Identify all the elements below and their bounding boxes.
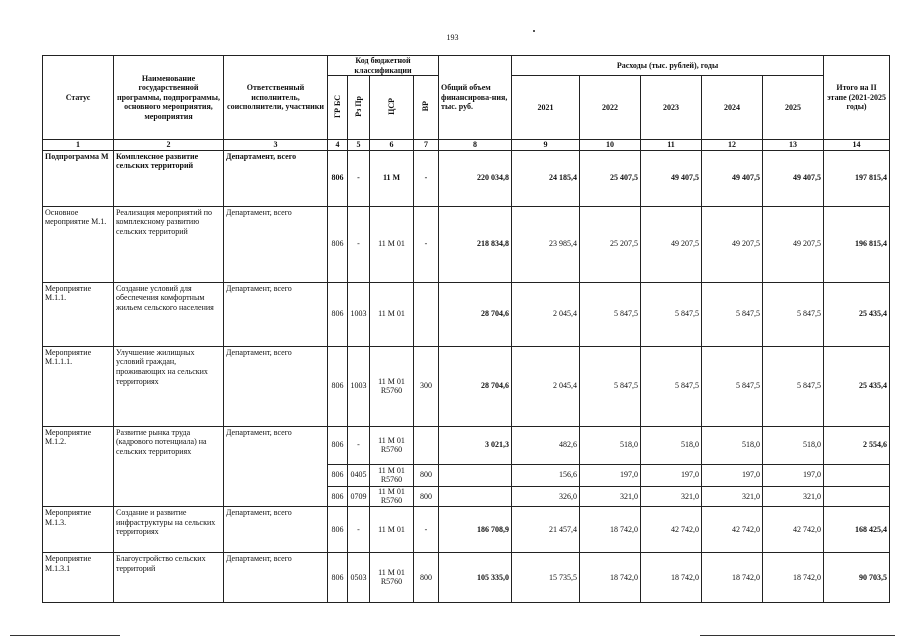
cell-2022: 5 847,5: [580, 346, 641, 426]
cell-2024: 518,0: [702, 426, 763, 464]
column-index: 14: [824, 140, 890, 151]
cell-total: 218 834,8: [439, 206, 512, 282]
cell-stage-total: 2 554,6: [824, 426, 890, 464]
cell-2025: 5 847,5: [763, 346, 824, 426]
cell-csr: 11 М 01 R5760: [370, 552, 414, 602]
row-name: Реализация мероприятий по комплексному развитию сельских территорий: [114, 206, 224, 282]
header-grbs-label: ГР БС: [332, 94, 342, 118]
column-index: 9: [512, 140, 580, 151]
header-year-2022: 2022: [580, 76, 641, 140]
cell-2025: 197,0: [763, 464, 824, 486]
column-index: 4: [328, 140, 348, 151]
cell-vr: 800: [414, 464, 439, 486]
cell-2023: 321,0: [641, 486, 702, 506]
cell-total: [439, 464, 512, 486]
cell-vr: -: [414, 506, 439, 552]
header-total-volume: Общий объем финансирова-ния, тыс. руб.: [439, 56, 512, 140]
cell-2024: 197,0: [702, 464, 763, 486]
cell-2021: 23 985,4: [512, 206, 580, 282]
cell-2024: 18 742,0: [702, 552, 763, 602]
cell-2022: 25 407,5: [580, 150, 641, 206]
budget-table: [42, 55, 890, 603]
row-status: Мероприятие М.1.3.: [43, 506, 114, 552]
row-status: Мероприятие М.1.3.1: [43, 552, 114, 602]
column-index: 3: [224, 140, 328, 151]
cell-2025: 5 847,5: [763, 282, 824, 346]
cell-vr: -: [414, 150, 439, 206]
cell-stage-total: 90 703,5: [824, 552, 890, 602]
cell-2023: 5 847,5: [641, 346, 702, 426]
table-row: [43, 206, 890, 282]
cell-2023: 18 742,0: [641, 552, 702, 602]
column-index: 2: [114, 140, 224, 151]
cell-2021: 24 185,4: [512, 150, 580, 206]
table-row: [43, 506, 890, 552]
row-name: Улучшение жилищных условий граждан, проживающих на сельских территориях: [114, 346, 224, 426]
header-grbs: [328, 76, 348, 140]
header-year-2023: 2023: [641, 76, 702, 140]
cell-stage-total: 25 435,4: [824, 346, 890, 426]
cell-grbs: 806: [328, 506, 348, 552]
cell-2021: 15 735,5: [512, 552, 580, 602]
cell-csr: 11 М 01 R5760: [370, 426, 414, 464]
cell-2023: 5 847,5: [641, 282, 702, 346]
cell-rzpr: -: [348, 426, 370, 464]
header-responsible: Ответственный исполнитель, соисполнители, участники: [224, 56, 328, 140]
cell-grbs: 806: [328, 426, 348, 464]
cell-grbs: 806: [328, 346, 348, 426]
column-index: 10: [580, 140, 641, 151]
cell-2024: 49 207,5: [702, 206, 763, 282]
cell-2025: 42 742,0: [763, 506, 824, 552]
cell-2024: 49 407,5: [702, 150, 763, 206]
cell-stage-total: 25 435,4: [824, 282, 890, 346]
cell-total: 28 704,6: [439, 282, 512, 346]
column-index: 5: [348, 140, 370, 151]
cell-2024: 5 847,5: [702, 346, 763, 426]
cell-2022: 197,0: [580, 464, 641, 486]
cell-rzpr: -: [348, 506, 370, 552]
row-status: Мероприятие М.1.2.: [43, 426, 114, 506]
cell-2021: 2 045,4: [512, 282, 580, 346]
row-status: Подпрограмма М: [43, 150, 114, 206]
cell-2025: 18 742,0: [763, 552, 824, 602]
cell-2024: 5 847,5: [702, 282, 763, 346]
cell-stage-total: 196 815,4: [824, 206, 890, 282]
cell-2023: 49 407,5: [641, 150, 702, 206]
row-status: Мероприятие М.1.1.1.: [43, 346, 114, 426]
cell-2025: 321,0: [763, 486, 824, 506]
header-name: Наименование государственной программы, подпрограммы, основного мероприятия, мероприятия: [114, 56, 224, 140]
cell-csr: 11 М 01 R5760: [370, 486, 414, 506]
row-name: Создание и развитие инфраструктуры на сельских территориях: [114, 506, 224, 552]
cell-2025: 49 207,5: [763, 206, 824, 282]
cell-rzpr: 0709: [348, 486, 370, 506]
scan-edge-line: [700, 635, 895, 636]
cell-stage-total: 197 815,4: [824, 150, 890, 206]
scan-edge-line: [10, 635, 120, 636]
cell-vr: [414, 282, 439, 346]
table-row: [43, 150, 890, 206]
header-rzpr-label: Рз Пр: [353, 96, 363, 117]
cell-2022: 25 207,5: [580, 206, 641, 282]
header-csr: [370, 76, 414, 140]
row-responsible: Департамент, всего: [224, 282, 328, 346]
table-row: [43, 426, 890, 464]
cell-total: 3 021,3: [439, 426, 512, 464]
cell-2023: 197,0: [641, 464, 702, 486]
row-name: Создание условий для обеспечения комфортным жильем сельского населения: [114, 282, 224, 346]
row-responsible: Департамент, всего: [224, 506, 328, 552]
header-vr: [414, 76, 439, 140]
column-index: 12: [702, 140, 763, 151]
cell-csr: 11 М 01 R5760: [370, 346, 414, 426]
column-index: 11: [641, 140, 702, 151]
header-vr-label: ВР: [421, 101, 431, 112]
row-name: Развитие рынка труда (кадрового потенциала) на сельских территориях: [114, 426, 224, 506]
header-status: Статус: [43, 56, 114, 140]
cell-2024: 42 742,0: [702, 506, 763, 552]
cell-vr: -: [414, 206, 439, 282]
cell-rzpr: 1003: [348, 282, 370, 346]
cell-rzpr: -: [348, 150, 370, 206]
cell-2022: 18 742,0: [580, 552, 641, 602]
row-responsible: Департамент, всего: [224, 346, 328, 426]
cell-2021: 326,0: [512, 486, 580, 506]
cell-2021: 21 457,4: [512, 506, 580, 552]
row-status: Мероприятие М.1.1.: [43, 282, 114, 346]
cell-2022: 18 742,0: [580, 506, 641, 552]
header-csr-label: ЦСР: [386, 97, 396, 115]
column-index: 13: [763, 140, 824, 151]
cell-2022: 5 847,5: [580, 282, 641, 346]
cell-2023: 518,0: [641, 426, 702, 464]
table-row: [43, 282, 890, 346]
table-row: [43, 346, 890, 426]
cell-2025: 49 407,5: [763, 150, 824, 206]
cell-grbs: 806: [328, 464, 348, 486]
cell-csr: 11 М 01: [370, 506, 414, 552]
row-responsible: Департамент, всего: [224, 426, 328, 506]
cell-2023: 49 207,5: [641, 206, 702, 282]
cell-2022: 321,0: [580, 486, 641, 506]
cell-total: 105 335,0: [439, 552, 512, 602]
cell-grbs: 806: [328, 282, 348, 346]
column-index: 7: [414, 140, 439, 151]
header-year-2025: 2025: [763, 76, 824, 140]
cell-total: 186 708,9: [439, 506, 512, 552]
cell-grbs: 806: [328, 206, 348, 282]
cell-2025: 518,0: [763, 426, 824, 464]
cell-stage-total: [824, 464, 890, 486]
header-stage-total: Итого на II этапе (2021-2025 годы): [824, 56, 890, 140]
cell-stage-total: [824, 486, 890, 506]
cell-csr: 11 М 01: [370, 282, 414, 346]
cell-2021: 2 045,4: [512, 346, 580, 426]
cell-stage-total: 168 425,4: [824, 506, 890, 552]
cell-2024: 321,0: [702, 486, 763, 506]
row-name: Комплексное развитие сельских территорий: [114, 150, 224, 206]
cell-rzpr: -: [348, 206, 370, 282]
row-name: Благоустройство сельских территорий: [114, 552, 224, 602]
cell-total: 28 704,6: [439, 346, 512, 426]
cell-2022: 518,0: [580, 426, 641, 464]
cell-2021: 482,6: [512, 426, 580, 464]
cell-rzpr: 1003: [348, 346, 370, 426]
page-number: 193: [446, 33, 459, 42]
header-expenses: Расходы (тыс. рублей), годы: [512, 56, 824, 76]
cell-grbs: 806: [328, 486, 348, 506]
cell-csr: 11 М 01: [370, 206, 414, 282]
cell-vr: [414, 426, 439, 464]
column-index: 1: [43, 140, 114, 151]
cell-vr: 800: [414, 486, 439, 506]
cell-csr: 11 М 01 R5760: [370, 464, 414, 486]
column-index: 6: [370, 140, 414, 151]
scan-dot: [533, 30, 535, 32]
cell-vr: 800: [414, 552, 439, 602]
cell-grbs: 806: [328, 150, 348, 206]
row-responsible: Департамент, всего: [224, 552, 328, 602]
cell-2021: 156,6: [512, 464, 580, 486]
cell-total: [439, 486, 512, 506]
cell-grbs: 806: [328, 552, 348, 602]
row-status: Основное мероприятие М.1.: [43, 206, 114, 282]
column-index-row: [43, 140, 890, 151]
cell-2023: 42 742,0: [641, 506, 702, 552]
cell-rzpr: 0405: [348, 464, 370, 486]
column-index: 8: [439, 140, 512, 151]
cell-vr: 300: [414, 346, 439, 426]
cell-rzpr: 0503: [348, 552, 370, 602]
header-budget-code: Код бюджетной классификации: [328, 56, 439, 76]
table-row: [43, 552, 890, 602]
row-responsible: Департамент, всего: [224, 150, 328, 206]
cell-csr: 11 М: [370, 150, 414, 206]
header-rzpr: [348, 76, 370, 140]
cell-total: 220 034,8: [439, 150, 512, 206]
header-year-2024: 2024: [702, 76, 763, 140]
header-year-2021: 2021: [512, 76, 580, 140]
row-responsible: Департамент, всего: [224, 206, 328, 282]
